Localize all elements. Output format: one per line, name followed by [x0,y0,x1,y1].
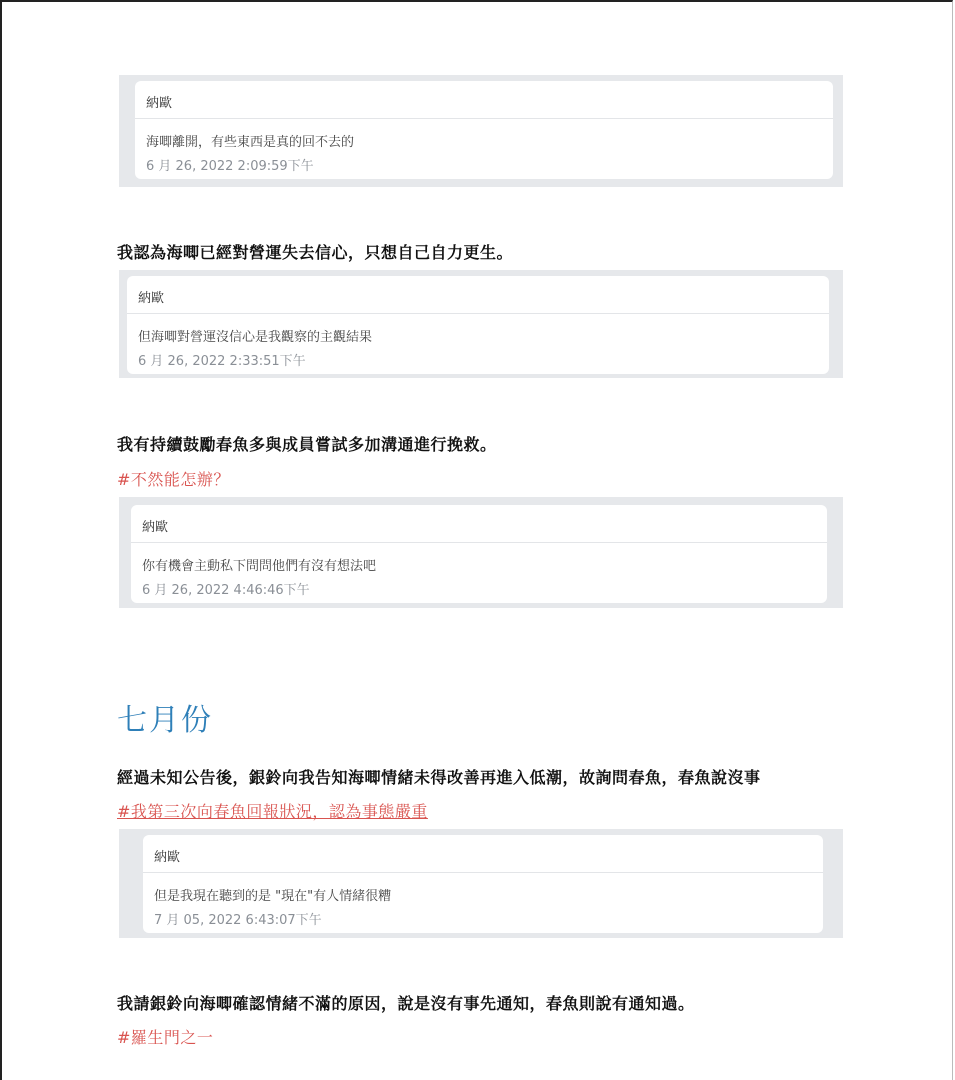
chat-screenshot-3 [119,497,843,608]
message-card-header [131,505,827,543]
section-heading: 七月份 [117,703,213,738]
chat-screenshot-1 [119,75,843,187]
message-timestamp: 6 月 26, 2022 2:09:59下午 [146,159,314,174]
hashtag-link[interactable]: #我第三次向春魚回報狀況，認為事態嚴重 [117,802,428,821]
paragraph-4: 我請銀鈴向海唧確認情緒不滿的原因，說是沒有事先通知，春魚則說有通知過。 [117,994,695,1013]
message-card-header [127,276,829,314]
paragraph-3: 經過未知公告後，銀鈴向我告知海唧情緒未得改善再進入低潮，故詢問春魚，春魚說沒事 [117,768,761,787]
message-timestamp: 7 月 05, 2022 6:43:07下午 [154,913,322,928]
message-author: 納歐 [138,291,165,306]
message-timestamp: 6 月 26, 2022 4:46:46下午 [142,583,310,598]
chat-screenshot-4 [119,829,843,938]
hashtag-2: #羅生門之一 [117,1028,214,1047]
message-text: 你有機會主動私下問問他們有沒有想法吧 [142,559,377,574]
message-timestamp: 6 月 26, 2022 2:33:51下午 [138,354,306,369]
message-card-header [135,81,833,119]
message-text: 海唧離開，有些東西是真的回不去的 [146,135,355,150]
message-text: 但海唧對營運沒信心是我觀察的主觀結果 [138,330,373,345]
message-card [135,81,833,179]
message-author: 納歐 [154,850,181,865]
message-author: 納歐 [146,96,173,111]
message-text: 但是我現在聽到的是 "現在"有人情緒很糟 [154,889,392,904]
message-card [143,835,823,933]
message-card [127,276,829,374]
hashtag-1: #不然能怎辦？ [117,470,230,489]
message-card-header [143,835,823,873]
paragraph-1: 我認為海唧已經對營運失去信心，只想自己自力更生。 [117,243,514,262]
chat-screenshot-2 [119,270,843,378]
paragraph-2: 我有持續鼓勵春魚多與成員嘗試多加溝通進行挽救。 [117,435,497,454]
message-author: 納歐 [142,520,169,535]
message-card [131,505,827,603]
